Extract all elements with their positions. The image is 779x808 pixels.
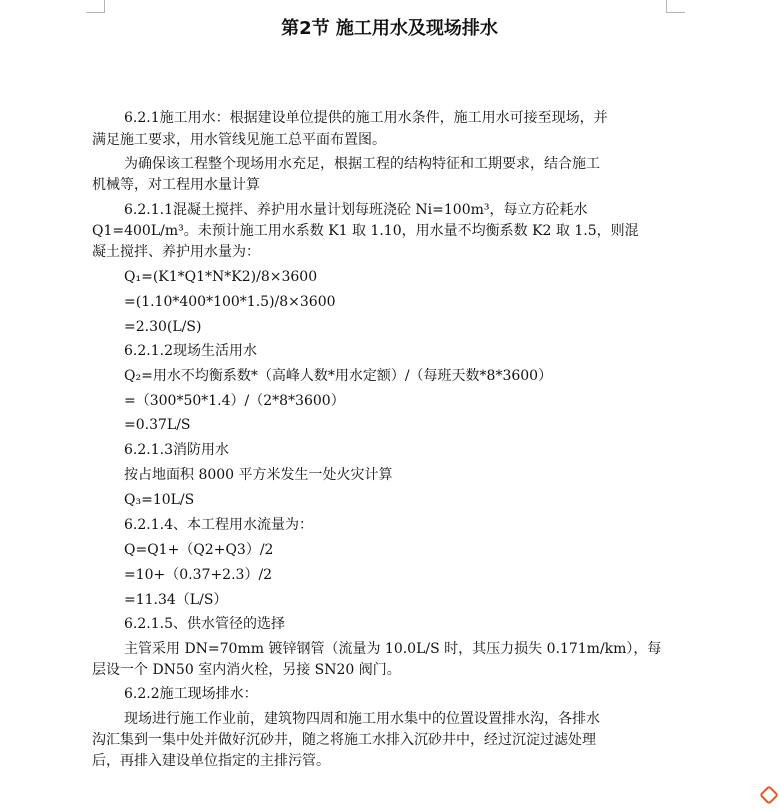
formula-line: =2.30(L/S) <box>124 319 202 335</box>
formula-line: Q=Q1+（Q2+Q3）/2 <box>124 542 274 558</box>
logo-icon <box>759 785 779 805</box>
formula-line: Q₂=用水不均衡系数*（高峰人数*用水定额）/（每班天数*8*3600） <box>124 368 553 384</box>
page-title: 第2节 施工用水及现场排水 <box>281 18 498 39</box>
formula-line: Q₁=(K1*Q1*N*K2)/8×3600 <box>124 269 318 285</box>
paragraph-line: 主管采用 DN=70mm 镀锌钢管（流量为 10.0L/S 时，其压力损失 0.171m/km），每 <box>124 641 662 657</box>
subsection-heading: 6.2.1.3消防用水 <box>124 442 229 458</box>
subsection-heading: 6.2.1.2现场生活用水 <box>124 343 257 359</box>
crop-mark-top-right <box>666 0 685 13</box>
paragraph-line: 后，再排入建设单位指定的主排污管。 <box>92 753 330 769</box>
formula-line: =(1.10*400*100*1.5)/8×3600 <box>124 294 336 310</box>
formula-line: =10+（0.37+2.3）/2 <box>124 567 273 583</box>
paragraph-line: 沟汇集到一集中处并做好沉砂井，随之将施工水排入沉砂井中，经过沉淀过滤处理 <box>92 732 596 748</box>
paragraph-line: Q1=400L/m³。未预计施工用水系数 K1 取 1.10，用水量不均衡系数 K2 取 1.5，则混 <box>92 223 639 239</box>
formula-line: Q₃=10L/S <box>124 492 195 508</box>
section-heading: 6.2.2施工现场排水： <box>124 686 258 702</box>
paragraph-line: 为确保该工程整个现场用水充足，根据工程的结构特征和工期要求，结合施工 <box>124 156 600 172</box>
crop-mark-top-left <box>86 0 105 13</box>
paragraph-line: 按占地面积 8000 平方米发生一处火灾计算 <box>124 467 393 483</box>
subsection-heading: 6.2.1.4、本工程用水流量为： <box>124 517 313 533</box>
paragraph-line: 层设一个 DN50 室内消火栓，另接 SN20 阀门。 <box>92 662 401 678</box>
paragraph-line: 6.2.1.1混凝土搅拌、养护用水量计划每班浇砼 Ni=100m³，每立方砼耗水 <box>124 202 588 218</box>
formula-line: =0.37L/S <box>124 417 191 433</box>
paragraph-line: 6.2.1施工用水：根据建设单位提供的施工用水条件，施工用水可接至现场，并 <box>124 110 608 126</box>
formula-line: =11.34（L/S） <box>124 592 228 608</box>
paragraph-line: 现场进行施工作业前，建筑物四周和施工用水集中的位置设置排水沟，各排水 <box>124 711 600 727</box>
paragraph-line: 机械等，对工程用水量计算 <box>92 177 260 193</box>
paragraph-line: 凝土搅拌、养护用水量为： <box>92 244 260 260</box>
paragraph-line: 满足施工要求，用水管线见施工总平面布置图。 <box>92 132 386 148</box>
subsection-heading: 6.2.1.5、供水管径的选择 <box>124 616 285 632</box>
formula-line: =（300*50*1.4）/（2*8*3600） <box>124 393 345 409</box>
